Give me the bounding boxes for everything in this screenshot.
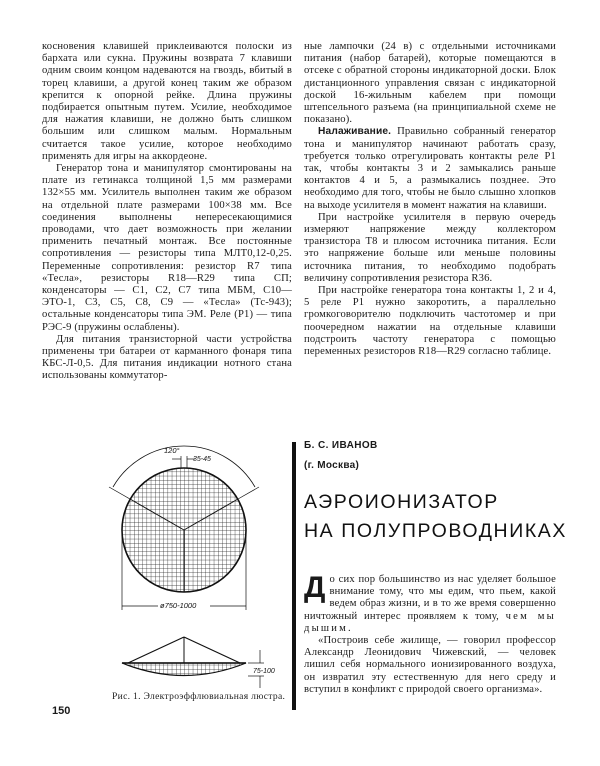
intro-emphasis: чем мы дышим. bbox=[304, 610, 557, 634]
page-number: 150 bbox=[52, 705, 71, 717]
paragraph: При настройке усилителя в первую очередь измеряют напряжение между коллектором транзистора T8 и плюсом источника питания. Если это напряжение больше или меньше половины источника питания, то необходимо подобрать величину сопротивления резистора R36. bbox=[304, 211, 556, 284]
article-body bbox=[304, 571, 557, 696]
chandelier-diagram bbox=[92, 438, 290, 698]
author-city: (г. Москва) bbox=[304, 460, 360, 471]
right-text-column bbox=[304, 41, 556, 358]
title-line: АЭРОИОНИЗАТОР bbox=[304, 491, 499, 513]
intro-paragraph bbox=[304, 571, 557, 635]
paragraph: косновения клавишей приклеиваются полоски из бархата или сукна. Пружины возврата 7 клавиши одним своим концом надеваются на гвоздь, вбитый в торец клавиши, а другой конец таким же образом крепится к опорной рейке. Длина пружины подбирается опытным путем. Усилие, необходимое для нажатия клавиши, не должно быть слишком большим или слишком малым. Нормальным считается такое усилие, которое необходимо применять для игры на аккордеоне. bbox=[42, 41, 292, 162]
dim-gap-label: 35-45 bbox=[193, 456, 211, 463]
paragraph-text: Правильно собранный генератор тона и манипулятор начинают работать сразу, требуется только отрегулировать контакты реле P1 так, чтобы контакты 3 и 2 замыкались раньше контактов 4 и 5, а размыкались позднее. Это необходимо для того, чтобы не было слышно хлопков на выходе усилителя в момент нажатия на клавиши. bbox=[304, 126, 556, 211]
vertical-rule bbox=[292, 442, 296, 710]
intro-text: о сих пор большинство из нас уделяет большое внимание тому, что мы едим, что пьем, какой ведем образ жизни, и в то же время совершенно ничтожный интерес проявляем к тому, bbox=[304, 574, 556, 622]
title-line: НА ПОЛУПРОВОДНИКАХ bbox=[304, 520, 567, 542]
paragraph: Генератор тона и манипулятор смонтированы на плате из гетинакса толщиной 1,5 мм размерами 132×55 мм. Усилитель выполнен таким же образом на отдельной плате размерами 100×38 мм. Все соединения выполнены непересекающимися проводами, что дает возможность при желании применить печатный монтаж. Все постоянные сопротивления — резисторы типа МЛТ0,12-0,25. Переменные сопротивления: резистор R7 типа «Тесла», резисторы R18—R29 типа СП; конденсаторы — C1, C2, C7 типа МБМ, C10—ЭТО-1, C3, C5, C8, C9 — «Тесла» (Тс-943); остальные конденсаторы типа ЭМ. Реле (P1) — типа РЭС-9 (пружины ослаблены). bbox=[42, 163, 292, 333]
dim-diameter-label: ø750-1000 bbox=[160, 601, 197, 610]
paragraph: При настройке генератора тона контакты 1, 2 и 4, 5 реле P1 нужно закоротить, а параллельно громкоговорителю подключить частотомер и при поочередном нажатии на отдельные клавиши подстроить частоту генератора с помощью переменных резисторов R18—R29 согласно таблице. bbox=[304, 285, 556, 358]
author-name: Б. С. ИВАНОВ bbox=[304, 440, 378, 451]
quote-paragraph: «Построив себе жилище, — говорил профессор Александр Леонидович Чижевский, — человек лишил себя нормального ионизированного воздуха, он извратил эту естественную для него среду и вступил в конфликт с природой своего организма». bbox=[304, 635, 556, 695]
dim-height-label: 75-100 bbox=[253, 668, 275, 675]
left-text-column bbox=[42, 41, 292, 383]
drop-cap: Д bbox=[304, 571, 326, 604]
figure-caption: Рис. 1. Электроэффлювиальная люстра. bbox=[112, 691, 286, 702]
paragraph-with-heading bbox=[304, 126, 556, 211]
section-heading: Налаживание. bbox=[318, 126, 392, 138]
figure-chandelier-drawing bbox=[92, 438, 290, 718]
paragraph: Для питания транзисторной части устройства применены три батареи от карманного фонаря типа КБС-Л-0,5. Для питания индикации нотного стана использованы коммутатор- bbox=[42, 333, 292, 382]
article-title bbox=[304, 488, 567, 546]
paragraph: ные лампочки (24 в) с отдельными источниками питания (набор батарей), которые помещаются в отсеке с обратной стороны индикаторной доски. Блок дистанционного управления связан с индикаторной доской 16-жильным кабелем при помощи штепсельного разъема (на принципиальной схеме не показано). bbox=[304, 41, 556, 126]
dim-angle-label: 120° bbox=[164, 446, 180, 455]
